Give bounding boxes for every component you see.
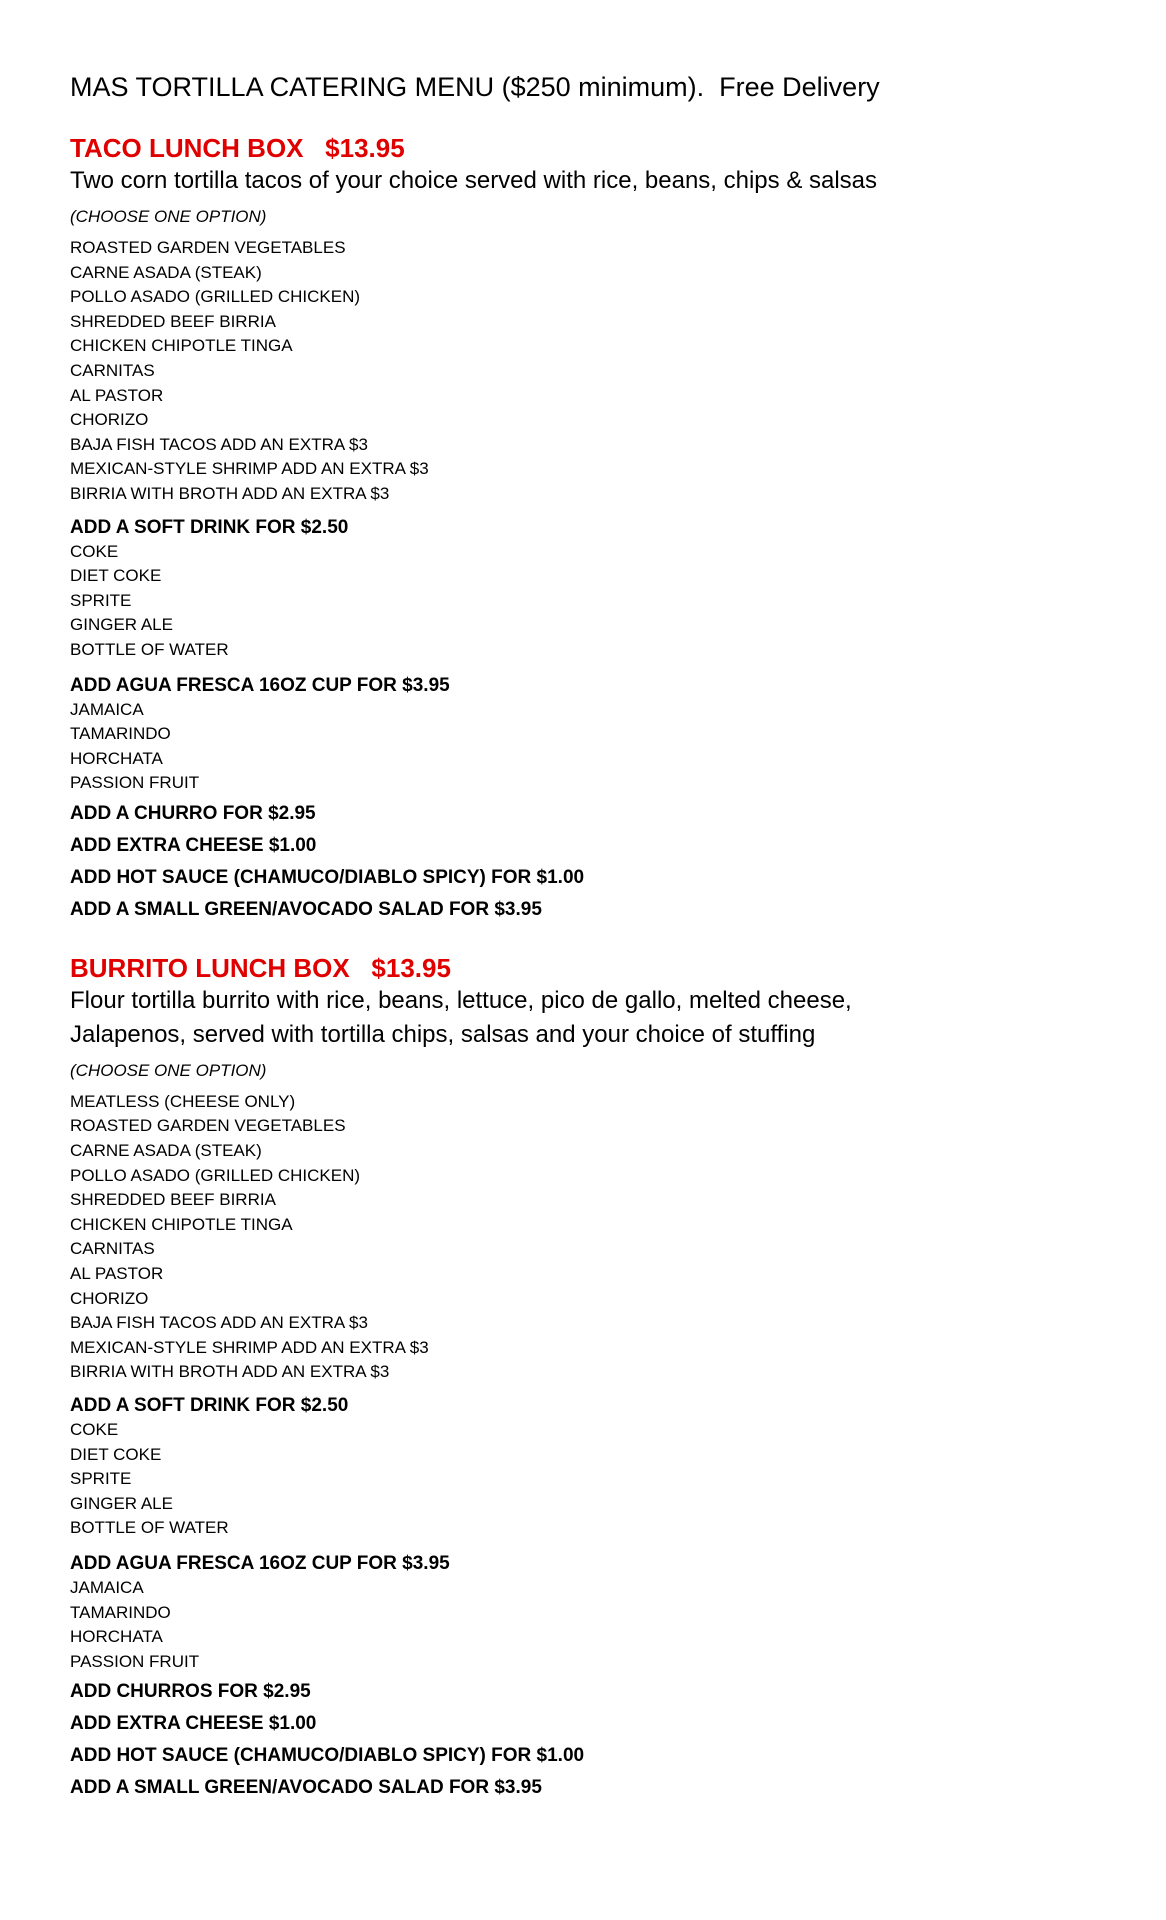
section-description: Two corn tortilla tacos of your choice served with rice, beans, chips & salsas <box>70 167 878 194</box>
list-item: GINGER ALE <box>70 615 173 635</box>
agua-fresca-block <box>70 673 1090 796</box>
choose-option-label: (CHOOSE ONE OPTION) <box>70 207 267 226</box>
extra-line: ADD HOT SAUCE (CHAMUCO/DIABLO SPICY) FOR $1.00 <box>70 1745 585 1767</box>
extras-block <box>70 1676 1090 1804</box>
extra-line: ADD A SMALL GREEN/AVOCADO SALAD FOR $3.95 <box>70 1777 542 1799</box>
extra-line: ADD A CHURRO FOR $2.95 <box>70 802 316 824</box>
list-item: BIRRIA WITH BROTH ADD AN EXTRA $3 <box>70 1362 390 1382</box>
agua-fresca-block <box>70 1551 1090 1674</box>
soft-drink-list <box>70 1418 1090 1541</box>
list-item: PASSION FRUIT <box>70 1651 200 1671</box>
list-item: ROASTED GARDEN VEGETABLES <box>70 1116 346 1136</box>
list-item: CHORIZO <box>70 410 149 430</box>
option-list <box>70 1090 1090 1385</box>
extra-line: ADD HOT SAUCE (CHAMUCO/DIABLO SPICY) FOR $1.00 <box>70 866 585 888</box>
extra-line: ADD EXTRA CHEESE $1.00 <box>70 834 317 856</box>
list-item: JAMAICA <box>70 1577 144 1597</box>
list-item: CHORIZO <box>70 1288 149 1308</box>
list-item: COKE <box>70 1420 119 1439</box>
list-item: SHREDDED BEEF BIRRIA <box>70 311 276 331</box>
list-item: AL PASTOR <box>70 1264 164 1284</box>
section-heading: TACO LUNCH BOX $13.95 <box>70 133 405 163</box>
list-item: MEATLESS (CHEESE ONLY) <box>70 1091 296 1111</box>
list-item: HORCHATA <box>70 1627 163 1647</box>
list-item: CARNITAS <box>70 360 155 380</box>
list-item: POLLO ASADO (GRILLED CHICKEN) <box>70 287 361 307</box>
extra-line: ADD A SMALL GREEN/AVOCADO SALAD FOR $3.95 <box>70 898 542 920</box>
soft-drink-heading: ADD A SOFT DRINK FOR $2.50 <box>70 516 349 538</box>
agua-fresca-list <box>70 698 1090 796</box>
list-item: CHICKEN CHIPOTLE TINGA <box>70 1214 293 1234</box>
list-item: TAMARINDO <box>70 1602 171 1622</box>
section-description: Flour tortilla burrito with rice, beans, lettuce, pico de gallo, melted cheese, Jalapenos, served with tortilla chips, salsas and your choice of stuffing <box>70 986 852 1048</box>
soft-drink-block <box>70 515 1090 663</box>
section-heading: BURRITO LUNCH BOX $13.95 <box>70 952 451 983</box>
extras-block <box>70 798 1090 926</box>
list-item: POLLO ASADO (GRILLED CHICKEN) <box>70 1165 361 1185</box>
list-item: CARNE ASADA (STEAK) <box>70 262 262 282</box>
list-item: DIET COKE <box>70 1444 162 1464</box>
list-item: GINGER ALE <box>70 1493 173 1513</box>
soft-drink-heading: ADD A SOFT DRINK FOR $2.50 <box>70 1395 349 1416</box>
list-item: AL PASTOR <box>70 385 164 405</box>
list-item: PASSION FRUIT <box>70 773 200 793</box>
list-item: ROASTED GARDEN VEGETABLES <box>70 238 346 257</box>
list-item: BIRRIA WITH BROTH ADD AN EXTRA $3 <box>70 483 390 503</box>
list-item: SPRITE <box>70 590 132 610</box>
list-item: SPRITE <box>70 1469 132 1489</box>
list-item: CHICKEN CHIPOTLE TINGA <box>70 336 293 356</box>
list-item: JAMAICA <box>70 699 144 719</box>
list-item: SHREDDED BEEF BIRRIA <box>70 1190 276 1210</box>
extra-line: ADD CHURROS FOR $2.95 <box>70 1681 311 1703</box>
option-list <box>70 236 1090 507</box>
list-item: BAJA FISH TACOS ADD AN EXTRA $3 <box>70 434 368 454</box>
extra-line: ADD EXTRA CHEESE $1.00 <box>70 1713 317 1735</box>
list-item: TAMARINDO <box>70 724 171 744</box>
list-item: BOTTLE OF WATER <box>70 1518 229 1538</box>
agua-fresca-list <box>70 1576 1090 1674</box>
list-item: DIET COKE <box>70 566 162 586</box>
choose-option-label: (CHOOSE ONE OPTION) <box>70 1060 267 1080</box>
list-item: CARNE ASADA (STEAK) <box>70 1141 262 1161</box>
page-title: MAS TORTILLA CATERING MENU ($250 minimum). Free Delivery <box>70 72 880 102</box>
list-item: MEXICAN-STYLE SHRIMP ADD AN EXTRA $3 <box>70 459 429 479</box>
soft-drink-block <box>70 1393 1090 1541</box>
list-item: CARNITAS <box>70 1239 155 1259</box>
list-item: HORCHATA <box>70 748 163 768</box>
burrito-lunch-box-section <box>70 952 1090 1804</box>
list-item: BOTTLE OF WATER <box>70 639 229 659</box>
list-item: COKE <box>70 541 119 561</box>
agua-fresca-heading: ADD AGUA FRESCA 16OZ CUP FOR $3.95 <box>70 674 450 696</box>
soft-drink-list <box>70 540 1090 663</box>
agua-fresca-heading: ADD AGUA FRESCA 16OZ CUP FOR $3.95 <box>70 1552 450 1574</box>
list-item: MEXICAN-STYLE SHRIMP ADD AN EXTRA $3 <box>70 1337 429 1357</box>
list-item: BAJA FISH TACOS ADD AN EXTRA $3 <box>70 1313 368 1333</box>
menu-page <box>70 70 1090 1804</box>
taco-lunch-box-section <box>70 132 1090 926</box>
